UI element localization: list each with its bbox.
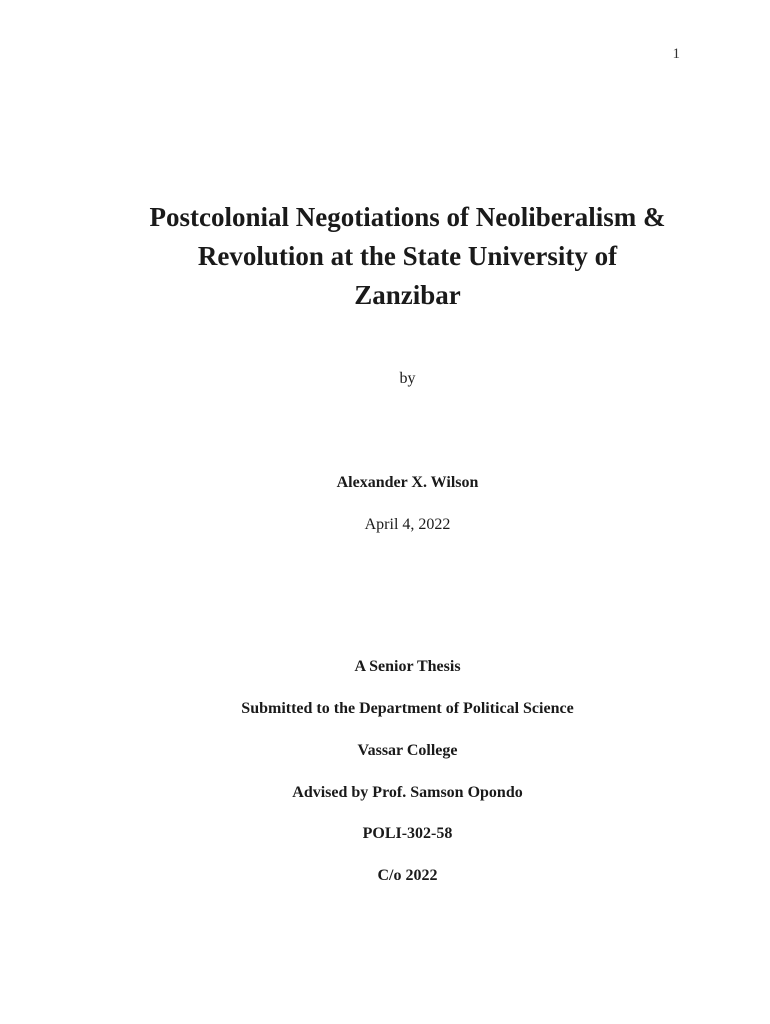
title-line-3: Zanzibar [354,280,461,310]
page-number: 1 [672,46,680,62]
author-name: Alexander X. Wilson [336,474,479,491]
thesis-title [0,198,770,315]
title-line-1: Postcolonial Negotiations of Neoliberalism & [149,202,666,232]
submission-date: April 4, 2022 [364,516,451,533]
submitted-to: Submitted to the Department of Political Science [241,700,574,717]
title-line-2: Revolution at the State University of [197,241,618,271]
by-label: by [399,370,416,387]
college-name: Vassar College [357,742,458,759]
advisor: Advised by Prof. Samson Opondo [292,784,523,801]
class-year: C/o 2022 [377,867,438,884]
course-code: POLI-302-58 [362,825,453,842]
thesis-type: A Senior Thesis [354,658,461,675]
